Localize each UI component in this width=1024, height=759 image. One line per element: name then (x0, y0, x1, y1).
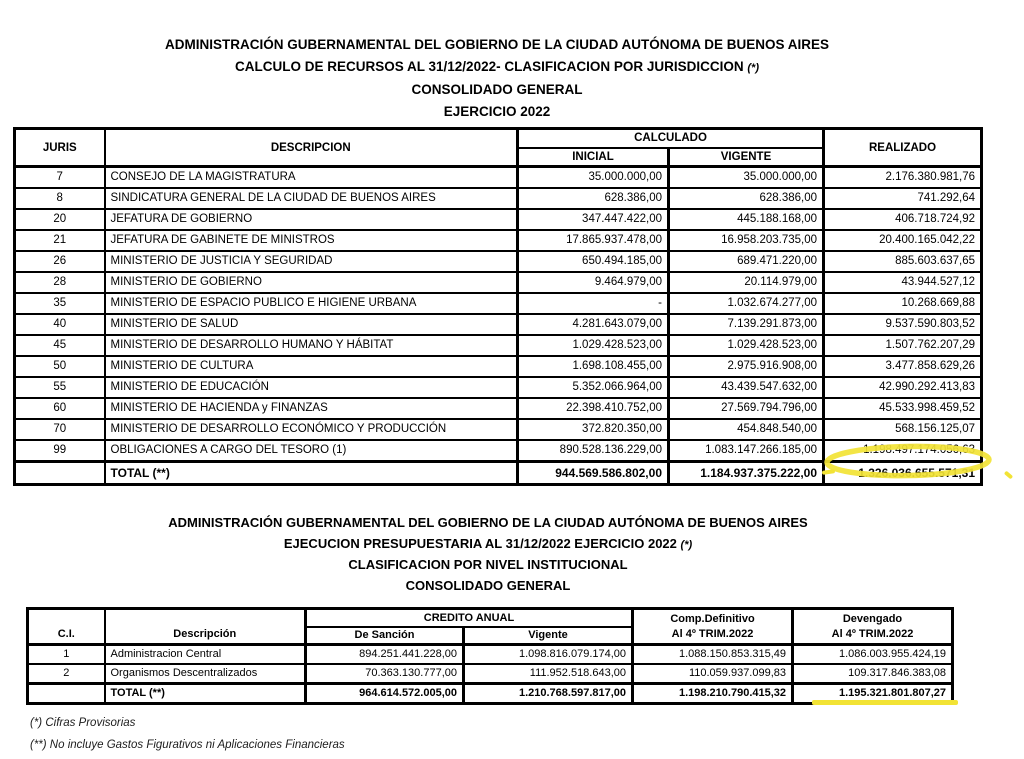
table-row (28, 645, 953, 665)
vigente-cell: 454.848.540,00 (669, 419, 824, 440)
table2-header-devengado: Devengado Al 4º TRIM.2022 (793, 609, 953, 645)
vigente-cell: 7.139.291.873,00 (669, 314, 824, 335)
juris-cell: 28 (15, 272, 105, 293)
juris-cell: 50 (15, 356, 105, 377)
total-comp-definitivo-cell: 1.198.210.790.415,32 (633, 684, 793, 704)
de-sancion-cell: 70.363.130.777,00 (306, 664, 464, 684)
juris-cell: 7 (15, 167, 105, 189)
table1-header-realizado: REALIZADO (824, 129, 982, 167)
table-row (15, 272, 982, 293)
table-row (15, 167, 982, 189)
total-inicial-cell: 944.569.586.802,00 (518, 462, 669, 485)
descripcion-cell: MINISTERIO DE ESPACIO PUBLICO E HIGIENE URBANA (105, 293, 518, 314)
section1-title-line1: ADMINISTRACIÓN GUBERNAMENTAL DEL GOBIERNO DE LA CIUDAD AUTÓNOMA DE BUENOS AIRES (164, 37, 829, 52)
vigente-cell: 43.439.547.632,00 (669, 377, 824, 398)
table-row (15, 377, 982, 398)
realizado-cell: 568.156.125,07 (824, 419, 982, 440)
juris-cell: 55 (15, 377, 105, 398)
section2-title-line4: CONSOLIDADO GENERAL (405, 577, 571, 593)
descripcion-cell: Organismos Descentralizados (105, 664, 306, 684)
total-label-cell: TOTAL (**) (105, 684, 306, 704)
inicial-cell: 1.698.108.455,00 (518, 356, 669, 377)
highlight-dash-right (1004, 471, 1013, 480)
vigente-cell: 35.000.000,00 (669, 167, 824, 189)
realizado-cell: 741.292,64 (824, 188, 982, 209)
table-row (15, 293, 982, 314)
table1-header-calculado: CALCULADO (518, 129, 824, 148)
table2-header-row-1 (28, 609, 953, 627)
table-row (15, 230, 982, 251)
section2-title-line2: EJECUCION PRESUPUESTARIA AL 31/12/2022 EJERCICIO 2022 (*) (283, 535, 693, 551)
section1-title-line3: CONSOLIDADO GENERAL (411, 82, 583, 97)
descripcion-cell: CONSEJO DE LA MAGISTRATURA (105, 167, 518, 189)
table2-header-vigente: Vigente (464, 627, 633, 645)
vigente-cell: 689.471.220,00 (669, 251, 824, 272)
realizado-cell: 1.507.762.207,29 (824, 335, 982, 356)
comp-definitivo-cell: 110.059.937.099,83 (633, 664, 793, 684)
devengado-cell: 109.317.846.383,08 (793, 664, 953, 684)
inicial-cell: - (518, 293, 669, 314)
inicial-cell: 4.281.643.079,00 (518, 314, 669, 335)
realizado-cell: 45.533.998.459,52 (824, 398, 982, 419)
vigente-cell: 16.958.203.735,00 (669, 230, 824, 251)
juris-cell: 45 (15, 335, 105, 356)
table-row (15, 209, 982, 230)
table1-header-vigente: VIGENTE (669, 148, 824, 167)
vigente-cell: 1.098.816.079.174,00 (464, 645, 633, 665)
juris-cell: 40 (15, 314, 105, 335)
realizado-cell: 406.718.724,92 (824, 209, 982, 230)
footnote-mark: (*) (680, 538, 693, 551)
descripcion-cell: MINISTERIO DE EDUCACIÓN (105, 377, 518, 398)
juris-cell: 70 (15, 419, 105, 440)
descripcion-cell: MINISTERIO DE CULTURA (105, 356, 518, 377)
juris-cell: 21 (15, 230, 105, 251)
descripcion-cell: JEFATURA DE GABINETE DE MINISTROS (105, 230, 518, 251)
descripcion-cell: OBLIGACIONES A CARGO DEL TESORO (1) (105, 440, 518, 462)
vigente-cell: 445.188.168,00 (669, 209, 824, 230)
realizado-cell: 3.477.858.629,26 (824, 356, 982, 377)
comp-definitivo-cell: 1.088.150.853.315,49 (633, 645, 793, 665)
table-row (15, 314, 982, 335)
juris-cell: 26 (15, 251, 105, 272)
section1-title (0, 34, 994, 122)
descripcion-cell: MINISTERIO DE DESARROLLO HUMANO Y HÁBITAT (105, 335, 518, 356)
total-label-cell: TOTAL (**) (105, 462, 518, 485)
table-row (15, 188, 982, 209)
ejecucion-por-nivel-institucional-table (26, 607, 954, 705)
vigente-cell: 1.032.674.277,00 (669, 293, 824, 314)
inicial-cell: 372.820.350,00 (518, 419, 669, 440)
inicial-cell: 628.386,00 (518, 188, 669, 209)
juris-cell: 20 (15, 209, 105, 230)
descripcion-cell: Administracion Central (105, 645, 306, 665)
inicial-cell: 35.000.000,00 (518, 167, 669, 189)
total-vigente-cell: 1.184.937.375.222,00 (669, 462, 824, 485)
devengado-cell: 1.086.003.955.424,19 (793, 645, 953, 665)
total-realizado-cell: 1.326.036.655.571,31 (824, 462, 982, 485)
table2-header-ci: C.I. (28, 609, 105, 645)
realizado-cell: 43.944.527,12 (824, 272, 982, 293)
table-row (28, 664, 953, 684)
table2-body (28, 645, 953, 684)
juris-cell: 35 (15, 293, 105, 314)
table-row (15, 440, 982, 462)
realizado-cell: 9.537.590.803,52 (824, 314, 982, 335)
inicial-cell: 890.528.136.229,00 (518, 440, 669, 462)
inicial-cell: 650.494.185,00 (518, 251, 669, 272)
vigente-cell: 2.975.916.908,00 (669, 356, 824, 377)
section2-title-line1: ADMINISTRACIÓN GUBERNAMENTAL DEL GOBIERNO DE LA CIUDAD AUTÓNOMA DE BUENOS AIRES (168, 515, 808, 530)
section2-title (0, 513, 976, 596)
inicial-cell: 347.447.422,00 (518, 209, 669, 230)
table-row (15, 419, 982, 440)
table1-body (15, 167, 982, 462)
realizado-cell: 10.268.669,88 (824, 293, 982, 314)
section1-title-line2: CALCULO DE RECURSOS AL 31/12/2022- CLASIFICACION POR JURISDICCION (*) (235, 58, 759, 74)
table-row (15, 356, 982, 377)
table1-header-row-1 (15, 129, 982, 148)
realizado-cell: 42.990.292.413,83 (824, 377, 982, 398)
descripcion-cell: MINISTERIO DE GOBIERNO (105, 272, 518, 293)
vigente-cell: 27.569.794.796,00 (669, 398, 824, 419)
juris-cell: 99 (15, 440, 105, 462)
descripcion-cell: JEFATURA DE GOBIERNO (105, 209, 518, 230)
descripcion-cell: MINISTERIO DE DESARROLLO ECONÓMICO Y PRODUCCIÓN (105, 419, 518, 440)
realizado-cell: 1.198.497.174.056,63 (824, 440, 982, 462)
total-devengado-cell: 1.195.321.801.807,27 (793, 684, 953, 704)
total-de-sancion-cell: 964.614.572.005,00 (306, 684, 464, 704)
de-sancion-cell: 894.251.441.228,00 (306, 645, 464, 665)
juris-cell: 8 (15, 188, 105, 209)
table-row (15, 251, 982, 272)
table1-header-inicial: INICIAL (518, 148, 669, 167)
table2-total-row (28, 684, 953, 704)
table1-header-descripcion: DESCRIPCION (105, 129, 518, 167)
recursos-por-jurisdiccion-table (13, 127, 983, 486)
inicial-cell: 17.865.937.478,00 (518, 230, 669, 251)
table2-header-comp-definitivo: Comp.Definitivo Al 4º TRIM.2022 (633, 609, 793, 645)
ci-cell: 2 (28, 664, 105, 684)
footnote-gastos-figurativos: (**) No incluye Gastos Figurativos ni Aplicaciones Financieras (30, 739, 345, 751)
table1-total-row (15, 462, 982, 485)
total-juris-cell (15, 462, 105, 485)
table2-header-descripcion: Descripción (105, 609, 306, 645)
total-vigente-cell: 1.210.768.597.817,00 (464, 684, 633, 704)
table2-header-de-sancion: De Sanción (306, 627, 464, 645)
vigente-cell: 20.114.979,00 (669, 272, 824, 293)
section2-title-line3: CLASIFICACION POR NIVEL INSTITUCIONAL (348, 557, 628, 572)
table-row (15, 398, 982, 419)
vigente-cell: 1.083.147.266.185,00 (669, 440, 824, 462)
inicial-cell: 9.464.979,00 (518, 272, 669, 293)
table2-header-credito-anual: CREDITO ANUAL (306, 609, 633, 627)
ci-cell: 1 (28, 645, 105, 665)
descripcion-cell: MINISTERIO DE JUSTICIA Y SEGURIDAD (105, 251, 518, 272)
inicial-cell: 5.352.066.964,00 (518, 377, 669, 398)
inicial-cell: 22.398.410.752,00 (518, 398, 669, 419)
realizado-cell: 2.176.380.981,76 (824, 167, 982, 189)
table-row (15, 335, 982, 356)
inicial-cell: 1.029.428.523,00 (518, 335, 669, 356)
table1-header-juris: JURIS (15, 129, 105, 167)
footnote-cifras-provisorias: (*) Cifras Provisorias (30, 717, 136, 729)
vigente-cell: 1.029.428.523,00 (669, 335, 824, 356)
descripcion-cell: MINISTERIO DE HACIENDA y FINANZAS (105, 398, 518, 419)
juris-cell: 60 (15, 398, 105, 419)
vigente-cell: 111.952.518.643,00 (464, 664, 633, 684)
footnote-mark: (*) (747, 61, 759, 74)
descripcion-cell: MINISTERIO DE SALUD (105, 314, 518, 335)
total-ci-cell (28, 684, 105, 704)
section1-title-line4: EJERCICIO 2022 (443, 103, 551, 119)
vigente-cell: 628.386,00 (669, 188, 824, 209)
descripcion-cell: SINDICATURA GENERAL DE LA CIUDAD DE BUENOS AIRES (105, 188, 518, 209)
realizado-cell: 20.400.165.042,22 (824, 230, 982, 251)
realizado-cell: 885.603.637,65 (824, 251, 982, 272)
